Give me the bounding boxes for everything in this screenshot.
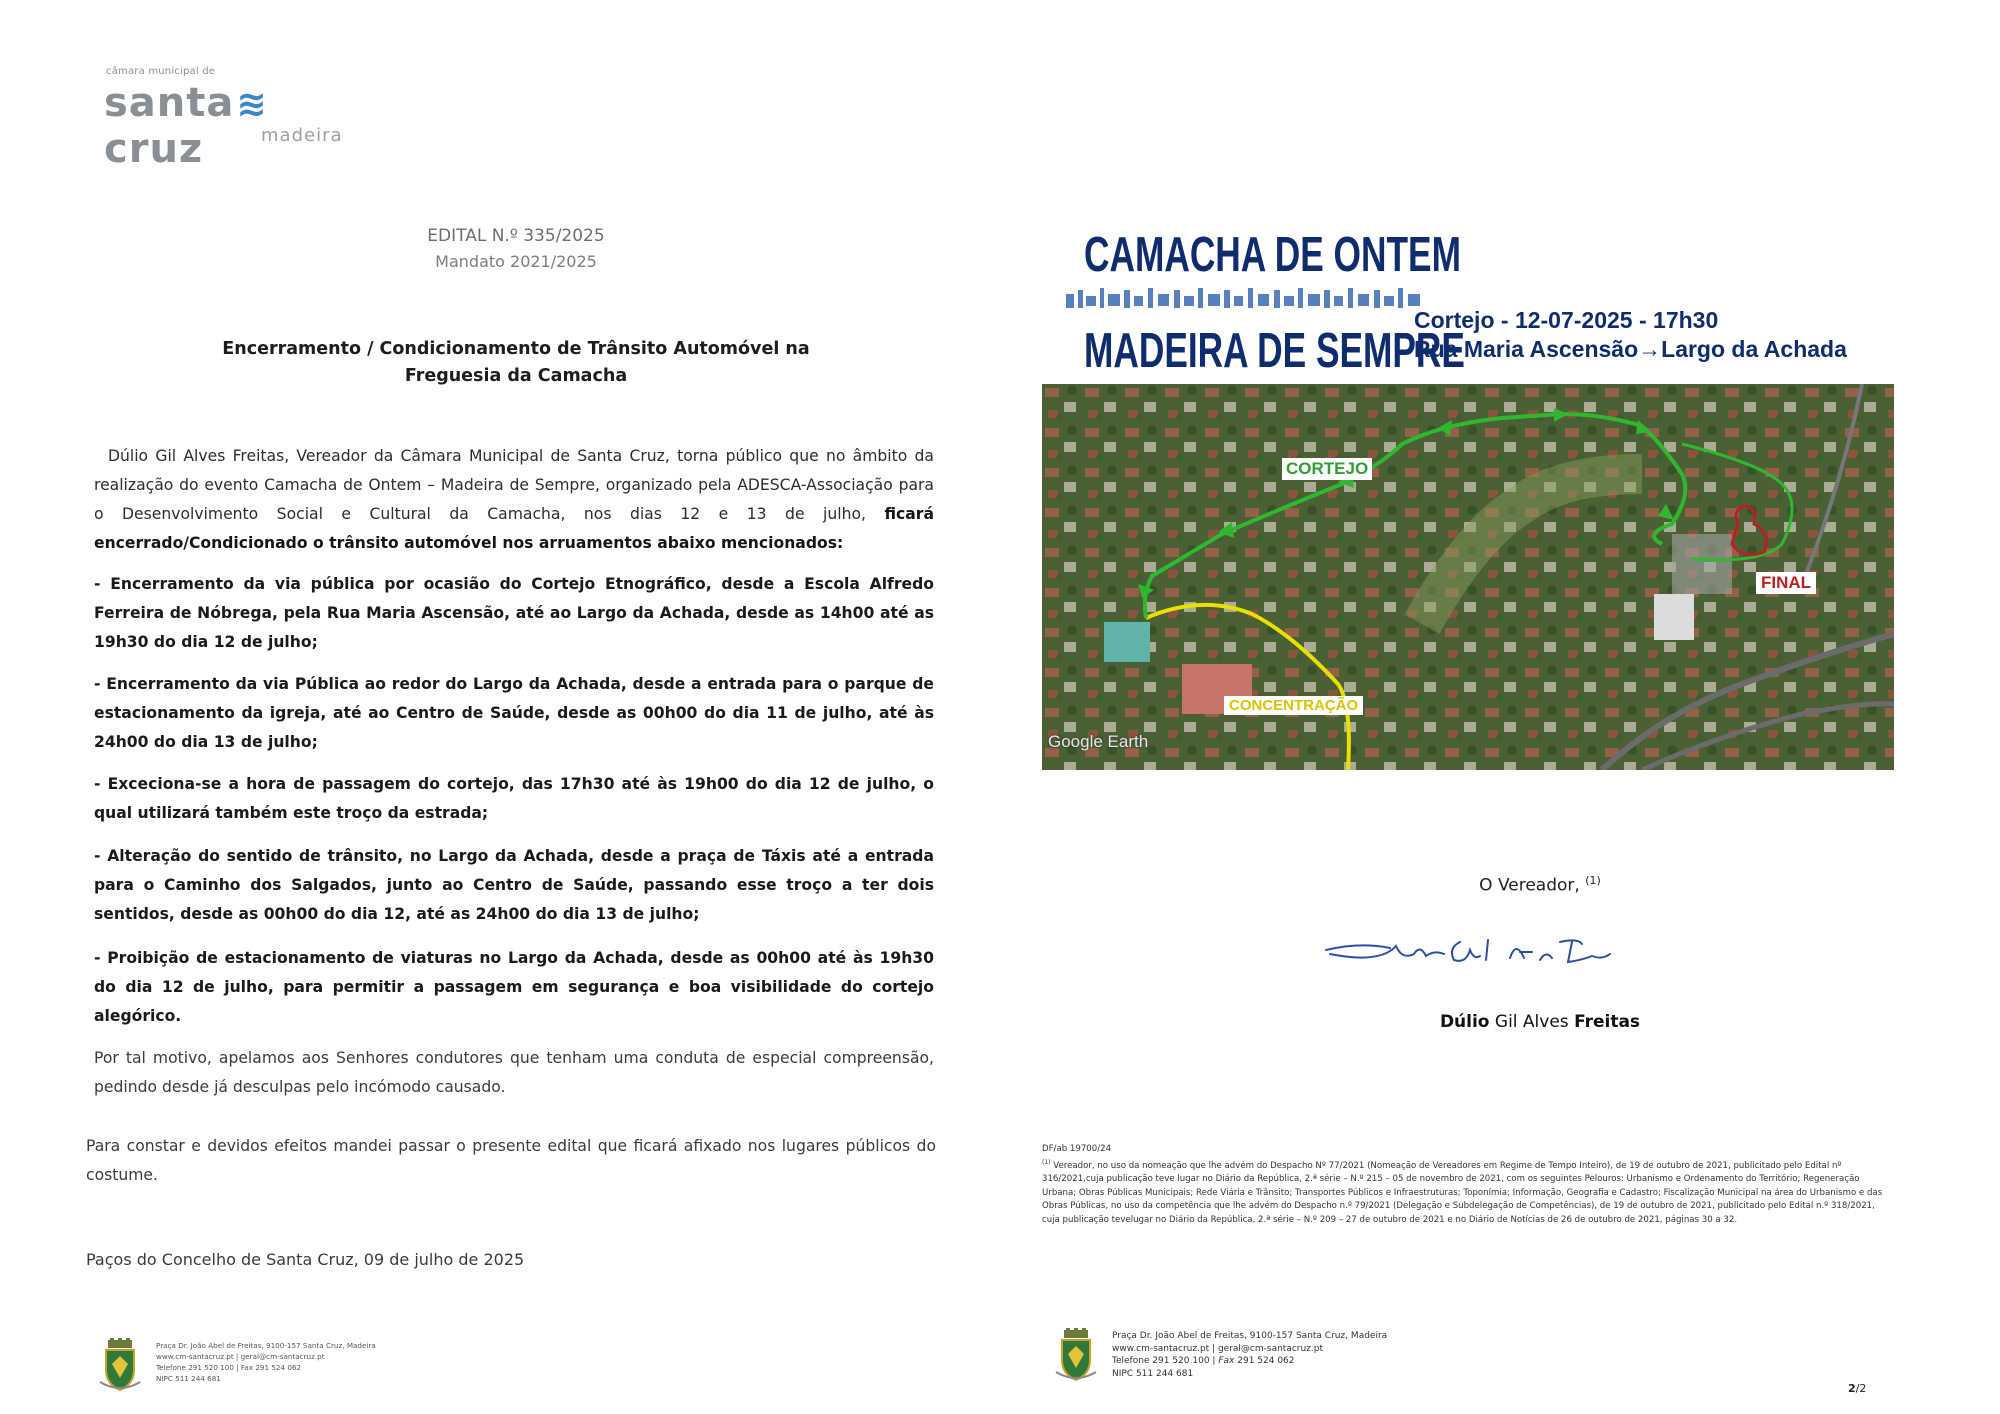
banner-line-2: MADEIRA DE SEMPRE: [1084, 324, 1465, 378]
intro-text: Dúlio Gil Alves Freitas, Vereador da Câmara Municipal de Santa Cruz, torna público que no âmbito da realização do evento Camacha de Ontem – Madeira de Sempre, organizado pela ADESCA-Associação para o Desenvolvimento Social e Cultural da Camacha, nos dias 12 e 13 de julho,: [94, 447, 934, 523]
route-to: Largo da Achada: [1661, 336, 1847, 362]
signer-middle-name: Gil Alves: [1489, 1012, 1575, 1032]
municipality-logo: [104, 66, 364, 172]
reference-code: DF/ab 19700/24: [1042, 1144, 1112, 1154]
map-label-cortejo: CORTEJO: [1282, 458, 1372, 480]
footer-right-text: [1112, 1330, 1387, 1380]
cortejo-route: [1414, 335, 1847, 364]
map-label-concentracao: CONCENTRAÇÃO: [1224, 696, 1363, 715]
footnote-mark: (1): [1042, 1159, 1051, 1166]
route-map: [1042, 384, 1894, 770]
closing-paragraph-2: Para constar e devidos efeitos mandei passar o presente edital que ficará afixado nos lugares públicos do costume.: [86, 1137, 936, 1184]
page-number: [1848, 1382, 1866, 1395]
title-line-1: Encerramento / Condicionamento de Trânsito Automóvel na: [222, 339, 810, 359]
signatory-role: [1350, 874, 1730, 896]
cortejo-datetime: Cortejo - 12-07-2025 - 17h30: [1414, 307, 1719, 333]
coat-of-arms-icon: [98, 1338, 142, 1394]
title-line-2: Freguesia da Camacha: [404, 366, 628, 386]
edital-number: EDITAL N.º 335/2025: [427, 226, 605, 246]
footer-right-nipc: NIPC 511 244 681: [1112, 1368, 1194, 1379]
phone-label: Telefone 291 520 100 |: [1112, 1356, 1219, 1366]
page-current: 2: [1848, 1382, 1856, 1395]
footer-left-phone: Telefone 291 520 100 | Fax 291 524 062: [156, 1363, 302, 1372]
footer-right-web: www.cm-santacruz.pt | geral@cm-santacruz.pt: [1112, 1343, 1324, 1354]
coat-of-arms-icon: [1054, 1328, 1098, 1384]
signer-last-name: Freitas: [1574, 1012, 1641, 1032]
footer-left-text: [156, 1340, 376, 1384]
fax-label: Fax: [1218, 1356, 1235, 1366]
bullet-item-2: - Encerramento da via Pública ao redor do Largo da Achada, desde a entrada para o parque de estacionamento da igreja, até ao Centro de Saúde, desde as 00h00 do dia 11 de julho, até às 24h00 do dia 13 de julho;: [94, 675, 934, 751]
signatory-name: [1350, 1012, 1730, 1032]
handwritten-signature: [1320, 920, 1620, 980]
banner-line-1: CAMACHA DE ONTEM: [1084, 228, 1461, 282]
route-from: Rua Maria Ascensão: [1414, 336, 1639, 362]
intro-bold-text: ficará encerrado/Condicionado o trânsito automóvel nos arruamentos abaixo mencionados:: [94, 505, 934, 552]
role-text: O Vereador,: [1479, 875, 1580, 896]
route-arrow-icon: →: [1638, 336, 1662, 362]
logo-small-text: câmara municipal de: [106, 66, 216, 77]
map-watermark: Google Earth: [1048, 732, 1149, 751]
signer-first-name: Dúlio: [1439, 1012, 1490, 1032]
logo-region: madeira: [261, 125, 343, 146]
footer-right-phone: [1112, 1355, 1387, 1368]
map-label-final: FINAL: [1756, 572, 1816, 594]
page-total: /2: [1855, 1382, 1867, 1395]
footer-left-address: Praça Dr. João Abel de Freitas, 9100-157 Santa Cruz, Madeira: [156, 1341, 376, 1350]
bullet-item-4: - Alteração do sentido de trânsito, no Largo da Achada, desde a praça de Táxis até a entrada para o Caminho dos Salgados, junto ao Centro de Saúde, passando esse troço a ter dois sentidos, desde as 00h00 do dia 12, até as 24h00 do dia 13 de julho;: [94, 847, 934, 923]
footnote-text: Vereador, no uso da nomeação que lhe advém do Despacho Nº 77/2021 (Nomeação de Vereadores em Regime de Tempo Inteiro), de 19 de outubro de 2021, publicitado pelo Edital nº 316/2021,cuja publicação teve lugar no Diário da República, 2.ª série – N.º 215 – 05 de novembro de 2021, com os seguintes Pelouros: Urbanismo e Ordenamento do Território; Regeneração Urbana; Obras Públicas Municipais; Rede Viária e Trânsito; Transportes Públicos e Infraestruturas; Toponímia; Informação, Geografia e Cadastro; Fiscalização Municipal na área do Urbanismo e das Obras Públicas, no uso da competência que lhe advém do Despacho n.º 79/2021 (Delegação e Subdelegação de Competências), de 19 de outubro de 2021, publicitado pelo Edital n.º 318/2021, cuja publicação tevelugar no Diário da República, 2.ª série – N.º 209 – 27 de outubro de 2021 e no Diário de Notícias de 26 de outubro de 2021, páginas 30 a 32.: [1042, 1160, 1883, 1225]
bullet-item-5: - Proibição de estacionamento de viaturas no Largo da Achada, desde as 00h00 até às 19h30 do dia 12 de julho, para permitir a passagem em segurança e boa visibilidade do cortejo alegórico.: [94, 949, 934, 1025]
bullet-item-1: - Encerramento da via pública por ocasião do Cortejo Etnográfico, desde a Escola Alfredo Ferreira de Nóbrega, pela Rua Maria Ascensão, até ao Largo da Achada, desde as 14h00 até as 19h30 do dia 12 de julho;: [94, 575, 934, 651]
footer-left: [98, 1338, 428, 1398]
place-date: Paços do Concelho de Santa Cruz, 09 de julho de 2025: [86, 1250, 525, 1269]
footer-right-address: Praça Dr. João Abel de Freitas, 9100-157 Santa Cruz, Madeira: [1112, 1331, 1388, 1341]
decorative-text-strip: [1066, 284, 1422, 314]
footnote: [1042, 1156, 1886, 1227]
bullet-item-3: - Exceciona-se a hora de passagem do cortejo, das 17h30 até às 19h00 do dia 12 de julho, o qual utilizará também este troço da estrada;: [94, 775, 934, 822]
footer-left-nipc: NIPC 511 244 681: [156, 1374, 221, 1383]
closing-paragraph-1: Por tal motivo, apelamos aos Senhores condutores que tenham uma conduta de especial compreensão, pedindo desde já desculpas pelo incómodo causado.: [94, 1049, 934, 1096]
wave-icon: ≋: [236, 84, 268, 125]
footer-right: [1054, 1328, 1388, 1388]
cortejo-info: [1414, 306, 1847, 364]
intro-paragraph: [94, 442, 934, 558]
fax-number: 291 524 062: [1234, 1356, 1295, 1366]
footer-left-web: www.cm-santacruz.pt | geral@cm-santacruz.pt: [156, 1352, 325, 1361]
document-title: [160, 336, 872, 390]
role-footnote-ref: (1): [1585, 874, 1601, 887]
logo-brand-left: santa: [104, 80, 235, 126]
logo-brand-right: cruz: [104, 126, 204, 172]
mandate: Mandato 2021/2025: [435, 252, 597, 271]
